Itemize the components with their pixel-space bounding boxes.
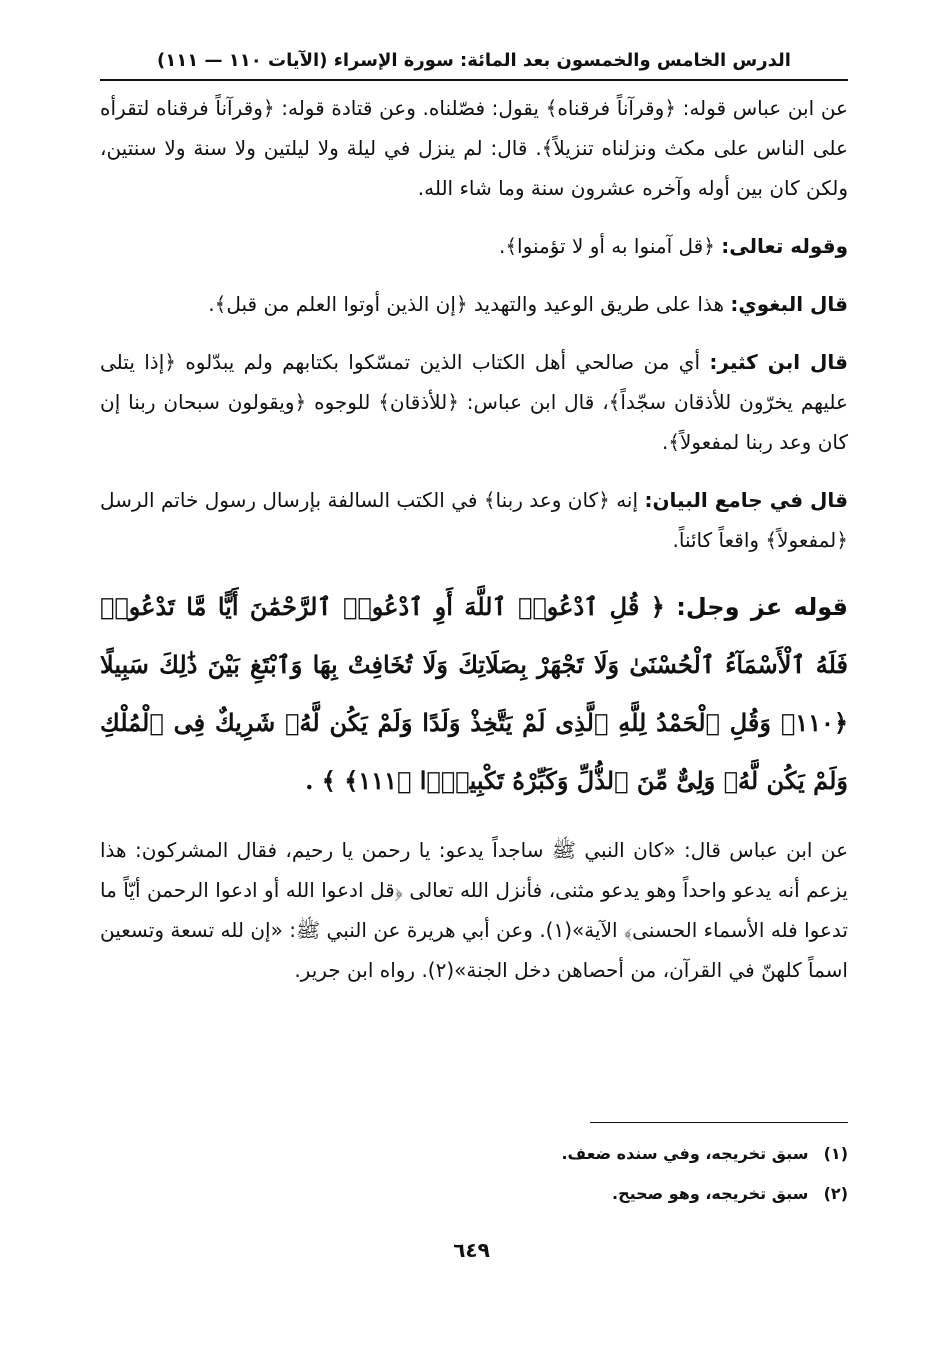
footnote-text: سبق تخريجه، وهو صحيح. xyxy=(612,1184,809,1203)
paragraph-lead: قال في جامع البيان: xyxy=(644,488,848,512)
footnotes xyxy=(100,1134,848,1214)
paragraph-ibn-abbas-qatada xyxy=(100,88,848,208)
verse-text: ﴿ قُلِ ٱدْعُوا۟ ٱللَّهَ أَوِ ٱدْعُوا۟ ٱلرَّحْمَٰنَ أَيًّا مَّا تَدْعُوا۟ فَلَهُ ٱلْأَسْمَآءُ ٱلْحُسْنَىٰ وَلَا تَجْهَرْ بِصَلَاتِكَ وَلَا تُخَافِتْ بِهَا وَٱبْتَغِ بَيْنَ ذَٰلِكَ سَبِيلًا ﴿١١٠﴾ وَقُلِ ٱلْحَمْدُ لِلَّهِ ٱلَّذِى لَمْ يَتَّخِذْ وَلَدًا وَلَمْ يَكُن لَّهُۥ شَرِيكٌ فِى ٱلْمُلْكِ وَلَمْ يَكُن لَّهُۥ وَلِىٌّ مِّنَ ٱلذُّلِّ وَكَبِّرْهُ تَكْبِيرًۢا ﴿١١١﴾ ﴾ . xyxy=(100,592,848,795)
paragraph-jami-al-bayan xyxy=(100,480,848,560)
paragraph-text: عن ابن عباس قال: «كان النبي ﷺ ساجداً يدعو: يا رحمن يا رحيم، فقال المشركون: هذا يزعم أنه يدعو واحداً وهو يدعو مثنى، فأنزل الله تعالى ﴿قل ادعوا الله أو ادعوا الرحمن أيّاً ما تدعوا فله الأسماء الحسنى﴾ الآية»(١). وعن أبي هريرة عن النبي ﷺ: «إن لله تسعة وتسعين اسماً كلهنّ في القرآن، من أحصاهن دخل الجنة»(٢). رواه ابن جرير. xyxy=(100,838,849,982)
paragraph-hadith xyxy=(100,830,848,990)
paragraph-ibn-kathir xyxy=(100,342,848,462)
paragraph-text: هذا على طريق الوعيد والتهديد ﴿إن الذين أوتوا العلم من قبل﴾. xyxy=(208,292,731,316)
paragraph-lead: قال البغوي: xyxy=(730,292,848,316)
footnote-number: (٢) xyxy=(823,1184,848,1203)
paragraph-lead: قال ابن كثير: xyxy=(709,350,849,374)
paragraph-text: أي من صالحي أهل الكتاب الذين تمسّكوا بكتابهم ولم يبدّلوه ﴿إذا يتلى عليهم يخرّون للأذقان سجّداً﴾، قال ابن عباس: ﴿للأذقان﴾ للوجوه ﴿ويقولون سبحان ربنا إن كان وعد ربنا لمفعولاً﴾. xyxy=(100,350,848,454)
quran-verse-block xyxy=(100,578,848,810)
footnote-item xyxy=(100,1134,848,1174)
footnote-separator xyxy=(590,1122,848,1123)
paragraph-text: إنه ﴿كان وعد ربنا﴾ في الكتب السالفة بإرسال رسول خاتم الرسل ﴿لمفعولاً﴾ واقعاً كائناً. xyxy=(100,488,848,552)
footnote-text: سبق تخريجه، وفي سنده ضعف. xyxy=(561,1144,809,1163)
running-header: الدرس الخامس والخمسون بعد المائة: سورة الإسراء (الآيات ١١٠ — ١١١) xyxy=(157,50,791,71)
footnote-number: (١) xyxy=(823,1144,848,1163)
paragraph-lead: وقوله تعالى: xyxy=(721,234,848,258)
page-body xyxy=(100,88,848,1008)
paragraph-text: ﴿قل آمنوا به أو لا تؤمنوا﴾. xyxy=(498,234,722,258)
paragraph-text: عن ابن عباس قوله: ﴿وقرآناً فرقناه﴾ يقول: فصّلناه. وعن قتادة قوله: ﴿وقرآناً فرقناه لتقرأه على الناس على مكث ونزلناه تنزيلاً﴾. قال: لم ينزل في ليلة ولا ليلتين ولا سنة ولا سنتين، ولكن كان بين أوله وآخره عشرون سنة وما شاء الله. xyxy=(100,96,848,200)
paragraph-baghawi xyxy=(100,284,848,324)
header-divider xyxy=(100,79,848,81)
paragraph-qawluhu xyxy=(100,226,848,266)
page-number: ٦٤٩ xyxy=(453,1238,490,1262)
verse-lead: قوله عز وجل: xyxy=(676,593,848,621)
footnote-item xyxy=(100,1174,848,1214)
